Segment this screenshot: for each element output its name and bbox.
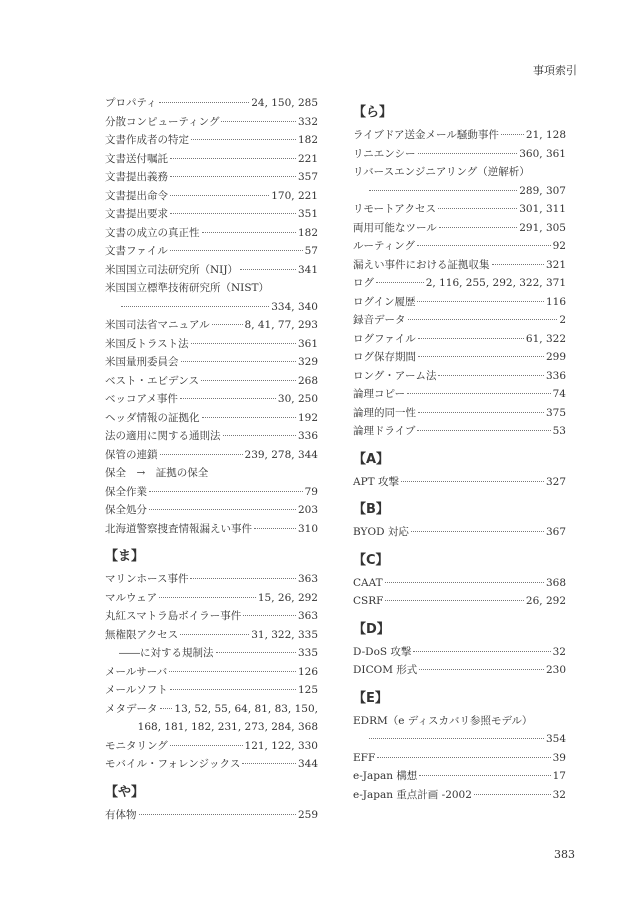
- index-pages: 334, 340: [271, 300, 318, 313]
- index-pages: 327: [545, 475, 566, 488]
- leader-dots: [170, 213, 296, 214]
- index-entry: [353, 786, 566, 805]
- index-pages: 170, 221: [271, 189, 318, 202]
- index-entry: [105, 446, 318, 465]
- index-entry: [353, 385, 566, 404]
- index-term: 米国量刑委員会: [105, 356, 179, 368]
- running-header: 事項索引: [533, 64, 577, 77]
- index-pages: 351: [297, 208, 318, 220]
- index-section-heading: 【や】: [105, 784, 145, 800]
- leader-dots: [417, 430, 550, 431]
- index-term: ログイン履歴: [353, 295, 416, 308]
- index-term: 北海道警察捜査情報漏えい事件: [105, 522, 252, 535]
- index-entry: [353, 145, 566, 164]
- leader-dots: [202, 232, 296, 233]
- index-entry: [105, 372, 318, 391]
- leader-dots: [170, 745, 243, 746]
- index-term: リバースエンジニアリング（逆解析）: [353, 166, 530, 178]
- index-term: ヘッダ情報の証拠化: [105, 411, 200, 424]
- leader-dots: [160, 454, 243, 455]
- index-term: 無権限アクセス: [105, 628, 179, 641]
- index-entry: [105, 681, 318, 700]
- leader-dots: [159, 102, 250, 103]
- index-entry: [105, 464, 318, 483]
- index-pages: 329: [297, 356, 318, 368]
- index-term: D-DoS 攻撃: [353, 645, 412, 658]
- leader-dots: [201, 380, 296, 381]
- index-pages: 363: [297, 573, 318, 585]
- index-term: メタデータ: [105, 702, 158, 715]
- leader-dots: [492, 264, 544, 265]
- index-section-heading: 【ま】: [105, 549, 145, 564]
- index-pages: 53: [552, 425, 566, 437]
- index-entry: [353, 712, 566, 731]
- index-section-heading: 【B】: [353, 502, 389, 517]
- index-term: ログ: [353, 277, 374, 289]
- leader-dots: [223, 435, 296, 436]
- leader-dots: [377, 757, 550, 758]
- leader-dots: [202, 417, 296, 418]
- index-entry: [105, 316, 318, 335]
- index-entry-continuation: [353, 182, 566, 201]
- leader-dots: [149, 509, 296, 510]
- leader-dots: [240, 269, 296, 270]
- index-entry: [353, 293, 566, 312]
- leader-dots: [121, 306, 269, 307]
- index-pages: 268: [297, 374, 318, 387]
- index-entry: [105, 279, 318, 298]
- leader-dots: [438, 208, 517, 209]
- index-entry: [353, 661, 566, 680]
- index-entry: [353, 422, 566, 441]
- leader-dots: [501, 134, 524, 135]
- index-term: リモートアクセス: [353, 203, 436, 215]
- index-entry-continuation: [105, 298, 318, 317]
- index-section-heading: 【A】: [353, 451, 390, 467]
- index-pages: 344: [297, 758, 318, 770]
- index-term: 米国国立標準技術研究所（NIST）: [105, 282, 270, 294]
- index-pages: 301, 311: [519, 203, 566, 215]
- index-pages: 182: [297, 226, 318, 239]
- index-pages: 74: [552, 388, 566, 400]
- index-term: 論理的同一性: [353, 406, 416, 419]
- index-term: e-Japan 重点計画 -2002: [353, 788, 472, 801]
- leader-dots: [417, 245, 551, 246]
- index-pages: 2: [559, 314, 566, 326]
- index-term: 文書提出命令: [105, 189, 168, 202]
- index-entry: [105, 335, 318, 354]
- index-term: ルーティング: [353, 240, 415, 252]
- index-entry: [105, 427, 318, 446]
- index-pages: 291, 305: [519, 221, 566, 234]
- index-term: 有体物: [105, 808, 137, 821]
- index-term: ログファイル: [353, 332, 416, 345]
- index-pages: 360, 361: [519, 147, 566, 160]
- index-term: ライブドア送金メール騒動事件: [353, 129, 499, 141]
- index-pages: 30, 250: [277, 393, 318, 405]
- index-entry: [105, 589, 318, 608]
- index-term: 漏えい事件における証拠収集: [353, 258, 490, 271]
- leader-dots: [439, 227, 517, 228]
- index-column-right: [353, 94, 566, 804]
- leader-dots: [169, 671, 296, 672]
- index-pages: 375: [545, 406, 566, 419]
- index-term: ベスト・エビデンス: [105, 374, 199, 387]
- index-term: ――に対する規制法: [119, 647, 214, 659]
- index-pages: 92: [552, 240, 566, 252]
- index-term: ベッコアメ事件: [105, 393, 178, 405]
- index-entry: [353, 200, 566, 219]
- index-term: 論理ドライブ: [353, 425, 416, 437]
- index-pages: 125: [297, 684, 318, 696]
- leader-dots: [191, 139, 296, 140]
- index-term: EFF: [353, 751, 376, 764]
- index-term: メールサーバ: [105, 665, 168, 678]
- index-pages: 335: [297, 647, 318, 659]
- index-entry: [105, 205, 318, 224]
- index-entry: [105, 663, 318, 682]
- index-pages: 61, 322: [525, 332, 566, 345]
- index-pages: 289, 307: [519, 184, 566, 197]
- index-term: 文書作成者の特定: [105, 134, 189, 146]
- index-pages: 259: [297, 808, 318, 821]
- index-term: マルウェア: [105, 591, 158, 604]
- index-term: 分散コンピューティング: [105, 115, 220, 128]
- index-term: モバイル・フォレンジックス: [105, 758, 241, 770]
- index-entry: [353, 643, 566, 662]
- index-pages: 13, 52, 55, 64, 81, 83, 150,: [174, 702, 318, 715]
- leader-dots: [254, 528, 296, 529]
- index-entry: [105, 187, 318, 206]
- index-pages: 121, 122, 330: [244, 739, 318, 752]
- index-term: ロング・アーム法: [353, 369, 437, 382]
- leader-dots: [191, 343, 296, 344]
- index-pages: 321: [545, 258, 566, 271]
- leader-dots: [190, 578, 295, 579]
- leader-dots: [216, 652, 296, 653]
- leader-dots: [170, 195, 269, 196]
- leader-dots: [376, 282, 424, 283]
- index-term: 論理コピー: [353, 388, 406, 400]
- leader-dots: [407, 393, 551, 394]
- index-pages: 57: [304, 245, 318, 257]
- index-term: 米国反トラスト法: [105, 337, 189, 350]
- index-entry: [105, 242, 318, 261]
- leader-dots: [212, 324, 243, 325]
- leader-dots: [419, 669, 544, 670]
- leader-dots: [159, 597, 256, 598]
- index-term: メールソフト: [105, 684, 168, 696]
- index-pages: 239, 278, 344: [244, 448, 318, 461]
- index-entry: [105, 755, 318, 774]
- index-term: 保全 → 証拠の保全: [105, 467, 209, 479]
- index-pages: 21, 128: [525, 129, 566, 141]
- index-term: DICOM 形式: [353, 664, 418, 676]
- leader-dots: [474, 794, 551, 795]
- index-pages: 24, 150, 285: [251, 97, 318, 109]
- index-entry: [353, 237, 566, 256]
- leader-dots: [181, 361, 296, 362]
- index-entry: [353, 473, 566, 492]
- index-entry: [353, 592, 566, 611]
- index-entry: [353, 330, 566, 349]
- index-entry-continuation: [105, 718, 318, 737]
- leader-dots: [438, 375, 543, 376]
- index-entry: [105, 501, 318, 520]
- leader-dots: [160, 708, 173, 709]
- index-term: 録音データ: [353, 314, 406, 326]
- index-pages: 363: [297, 610, 318, 622]
- leader-dots: [413, 651, 550, 652]
- leader-dots: [149, 491, 303, 492]
- index-term: APT 攻撃: [353, 475, 399, 488]
- index-entry: [353, 367, 566, 386]
- index-pages: 357: [297, 171, 318, 183]
- index-entry: [105, 626, 318, 645]
- index-pages: 32: [552, 788, 566, 801]
- index-section-heading: 【C】: [353, 552, 389, 568]
- index-entry: [353, 311, 566, 330]
- index-entry: [353, 274, 566, 293]
- leader-dots: [418, 338, 524, 339]
- index-pages: 39: [552, 751, 566, 764]
- index-term: CAAT: [353, 576, 383, 589]
- leader-dots: [180, 634, 249, 635]
- index-entry: [353, 348, 566, 367]
- index-pages: 361: [297, 337, 318, 350]
- index-entry: [353, 219, 566, 238]
- leader-dots: [385, 582, 544, 583]
- index-term: 文書提出要求: [105, 208, 168, 220]
- index-entry: [353, 523, 566, 542]
- index-pages: 341: [297, 263, 318, 276]
- index-pages: 8, 41, 77, 293: [244, 319, 318, 331]
- index-entry: [105, 806, 318, 825]
- index-term: ログ保存期間: [353, 351, 416, 363]
- leader-dots: [385, 600, 524, 601]
- index-entry: [353, 256, 566, 275]
- index-term: モニタリング: [105, 739, 168, 752]
- index-pages: 116: [545, 295, 566, 308]
- index-term: BYOD 対応: [353, 526, 409, 538]
- index-entry: [105, 409, 318, 428]
- index-pages: 367: [545, 526, 566, 538]
- index-term: マリンホース事件: [105, 573, 189, 585]
- index-term: 文書送付嘱託: [105, 152, 168, 165]
- index-term: EDRM（e ディスカバリ参照モデル）: [353, 714, 533, 727]
- index-term: 保全作業: [105, 485, 147, 498]
- index-entry: [105, 261, 318, 280]
- leader-dots: [170, 176, 296, 177]
- index-pages: 2, 116, 255, 292, 322, 371: [425, 277, 566, 289]
- index-entry: [353, 126, 566, 145]
- index-section-heading: 【ら】: [353, 105, 393, 120]
- index-entry: [105, 94, 318, 113]
- index-term: プロパティ: [105, 97, 157, 109]
- index-pages: 192: [297, 411, 318, 424]
- index-pages: 17: [552, 770, 566, 782]
- leader-dots: [411, 531, 544, 532]
- index-term: 文書の成立の真正性: [105, 226, 200, 239]
- index-entry: [105, 520, 318, 539]
- leader-dots: [221, 121, 296, 122]
- index-entry: [353, 574, 566, 593]
- index-pages: 31, 322, 335: [251, 628, 318, 641]
- index-entry: [105, 700, 318, 719]
- leader-dots: [170, 689, 296, 690]
- index-pages: 336: [545, 369, 566, 382]
- leader-dots: [418, 412, 544, 413]
- index-term: e-Japan 構想: [353, 770, 418, 782]
- leader-dots: [369, 738, 544, 739]
- page-number: 383: [554, 848, 575, 861]
- index-pages: 15, 26, 292: [257, 591, 318, 604]
- leader-dots: [408, 319, 558, 320]
- index-pages: 368: [545, 576, 566, 589]
- index-entry: [105, 607, 318, 626]
- index-entry: [105, 131, 318, 150]
- index-term: 丸紅スマトラ島ボイラー事件: [105, 610, 242, 622]
- index-section-heading: 【D】: [353, 621, 390, 637]
- index-section-heading: 【E】: [353, 690, 388, 706]
- index-entry-continuation: [353, 730, 566, 749]
- index-term: 保管の連鎖: [105, 448, 158, 461]
- index-entry: [105, 168, 318, 187]
- index-term: CSRF: [353, 595, 384, 607]
- index-pages: 310: [297, 522, 318, 535]
- index-term: 米国司法省マニュアル: [105, 319, 210, 331]
- index-entry: [353, 163, 566, 182]
- index-pages: 221: [297, 152, 318, 165]
- index-entry: [105, 570, 318, 589]
- index-term: 米国国立司法研究所（NIJ）: [105, 263, 239, 276]
- index-entry: [105, 483, 318, 502]
- index-entry: [353, 767, 566, 786]
- index-pages: 332: [297, 115, 318, 128]
- index-subentry: [105, 644, 318, 663]
- leader-dots: [401, 481, 544, 482]
- index-pages: 354: [545, 733, 566, 745]
- index-pages: 126: [297, 665, 318, 678]
- leader-dots: [170, 250, 303, 251]
- index-term: リニエンシー: [353, 147, 416, 160]
- index-pages: 182: [297, 134, 318, 146]
- index-pages: 168, 181, 182, 231, 273, 284, 368: [137, 721, 318, 733]
- leader-dots: [417, 301, 543, 302]
- leader-dots: [242, 763, 296, 764]
- leader-dots: [243, 615, 296, 616]
- index-pages: 79: [304, 485, 318, 498]
- index-entry: [105, 737, 318, 756]
- leader-dots: [418, 356, 544, 357]
- leader-dots: [418, 153, 518, 154]
- index-pages: 299: [545, 351, 566, 363]
- leader-dots: [419, 775, 550, 776]
- leader-dots: [180, 398, 276, 399]
- index-term: 両用可能なツール: [353, 221, 437, 234]
- index-term: 法の適用に関する通則法: [105, 430, 221, 442]
- index-pages: 32: [552, 645, 566, 658]
- index-entry: [105, 150, 318, 169]
- index-pages: 26, 292: [525, 595, 566, 607]
- index-pages: 203: [297, 504, 318, 516]
- leader-dots: [170, 158, 296, 159]
- leader-dots: [139, 814, 296, 815]
- index-entry: [105, 353, 318, 372]
- leader-dots: [369, 190, 517, 191]
- index-entry: [105, 390, 318, 409]
- index-pages: 336: [297, 430, 318, 442]
- index-term: 文書提出義務: [105, 171, 168, 183]
- index-term: 保全処分: [105, 504, 147, 516]
- index-entry: [353, 749, 566, 768]
- index-entry: [105, 113, 318, 132]
- index-pages: 230: [545, 664, 566, 676]
- index-entry: [353, 404, 566, 423]
- index-column-left: [105, 94, 318, 824]
- index-entry: [105, 224, 318, 243]
- index-term: 文書ファイル: [105, 245, 168, 257]
